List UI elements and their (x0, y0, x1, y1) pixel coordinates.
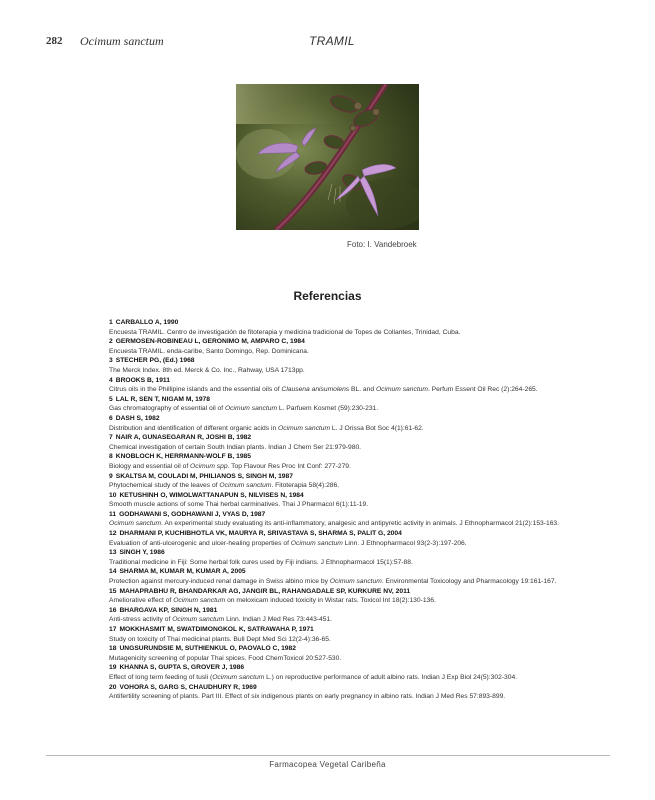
citation-text: Linn. Indian J Med Res 73:443-451. (224, 616, 333, 624)
reference-list (109, 318, 565, 702)
reference-author-text: DASH S, 1982 (115, 414, 160, 422)
reference-item (109, 510, 565, 529)
reference-author-text: GODHAWANI S, GODHAWANI J, VYAS D, 1987 (119, 510, 266, 518)
citation-text: Mutagenicity screening of popular Thai spices. Food ChemToxicol 20:527-530. (109, 654, 342, 662)
citation-text: Traditional medicine in Fiji: Some herbal folk cures used by Fiji indians. J Ethnopharmacol 15(1):57-88. (109, 558, 413, 566)
photo-caption: Foto: I. Vandebroek (347, 240, 417, 249)
reference-authors (109, 318, 565, 328)
reference-number: 7 (109, 434, 113, 442)
reference-number: 4 (109, 376, 113, 384)
reference-authors (109, 548, 565, 558)
species-name: Ocimum sanctum (173, 597, 226, 605)
citation-text: Encuesta TRAMIL. enda-caribe, Santo Domingo, Rep. Dominicana. (109, 347, 309, 355)
reference-authors (109, 414, 565, 424)
reference-authors (109, 452, 565, 462)
citation-text: Linn. J Ethnopharmacol 93(2-3):197-206. (342, 539, 467, 547)
plant-photo (236, 84, 419, 230)
reference-citation (109, 577, 565, 587)
reference-authors (109, 663, 565, 673)
reference-author-text: SHARMA M, KUMAR M, KUMAR A, 2005 (119, 568, 246, 576)
reference-citation (109, 692, 565, 702)
reference-item (109, 625, 565, 644)
reference-author-text: SKALTSA M, COULADI M, PHILIANOS S, SINGH M, 1987 (115, 472, 293, 480)
reference-number: 6 (109, 414, 113, 422)
reference-citation (109, 443, 565, 453)
species-name: Ocimum sanctum (219, 482, 272, 490)
reference-citation (109, 500, 565, 510)
reference-citation (109, 404, 565, 414)
citation-text: Top Flavour Res Proc Int Conf: 277-279. (229, 462, 351, 470)
citation-text: . Fitoterapia 58(4):286. (271, 482, 340, 490)
species-name: Ocimum sanctum (290, 539, 343, 547)
reference-author-text: KHANNA S, GUPTA S, GROVER J, 1986 (119, 664, 245, 672)
reference-number: 11 (109, 510, 117, 518)
reference-authors (109, 606, 565, 616)
citation-text: . An experimental study evaluating its anti-inflammatory, analgesic and antipyretic activity in animals. J Ethnopharmacol 21(2):153-163. (161, 520, 560, 528)
citation-text: Encuesta TRAMIL. Centro de investigación de fitoterapia y medicina tradicional de Topes de Collantes, Trinidad, Cuba. (109, 328, 461, 336)
reference-item (109, 548, 565, 567)
reference-number: 3 (109, 357, 113, 365)
reference-citation (109, 539, 565, 549)
citation-text: Biology and essential oil of (109, 462, 191, 470)
citation-text: Anti-stress activity of (109, 616, 173, 624)
reference-author-text: NAIR A, GUNASEGARAN R, JOSHI B, 1982 (115, 434, 252, 442)
citation-text: . Perfum Essent Oil Rec (2):264-265. (427, 386, 538, 394)
species-name: Ocimum sanctum (329, 578, 382, 586)
reference-number: 9 (109, 472, 113, 480)
running-header-brand: TRAMIL (309, 34, 355, 48)
reference-citation (109, 328, 565, 338)
citation-text: . Environmental Toxicology and Pharmacology 19:161-167. (381, 578, 557, 586)
reference-citation (109, 424, 565, 434)
citation-text: L. J Orissa Bot Soc 4(1):61-62. (330, 424, 424, 432)
reference-number: 2 (109, 338, 113, 346)
reference-author-text: GERMOSEN-ROBINEAU L, GERONIMO M, AMPARO C, 1984 (115, 338, 305, 346)
citation-text: L.) on reproductive performance of adult albino rats. Indian J Exp Biol 24(5):302-304. (264, 673, 518, 681)
reference-author-text: MOKKHASMIT M, SWATDIMONGKOL K, SATRAWAHA P, 1971 (119, 626, 314, 633)
reference-item (109, 376, 565, 395)
reference-number: 12 (109, 530, 117, 538)
reference-item (109, 356, 565, 375)
reference-authors (109, 529, 565, 539)
citation-text: Smooth muscle actions of some Thai herbal carminatives. Thai J Pharmacol 6(1):11-19. (109, 501, 369, 509)
reference-item (109, 414, 565, 433)
reference-authors (109, 376, 565, 386)
species-name: Clausena anisumolens (281, 386, 350, 394)
species-name: Ocimum sanctum (212, 673, 265, 681)
citation-text: on meloxicam induced toxicity in Wistar rats. Toxicol Int 18(2):130-136. (225, 597, 436, 605)
reference-number: 14 (109, 568, 117, 576)
reference-item (109, 567, 565, 586)
reference-citation (109, 635, 565, 645)
reference-author-text: STECHER PG, (Ed.) 1968 (115, 357, 195, 365)
reference-author-text: VOHORA S, GARG S, CHAUDHURY R, 1969 (119, 683, 257, 691)
reference-citation (109, 462, 565, 472)
page-number: 282 (46, 35, 63, 47)
reference-number: 1 (109, 319, 113, 326)
reference-citation (109, 519, 565, 529)
reference-number: 20 (109, 683, 117, 691)
citation-text: Distribution and identification of different organic acids in (109, 424, 279, 432)
reference-number: 13 (109, 549, 117, 557)
reference-item (109, 433, 565, 452)
reference-item (109, 452, 565, 471)
citation-text: BL. and (349, 386, 376, 394)
reference-number: 18 (109, 645, 117, 653)
reference-author-text: DHARMANI P, KUCHIBHOTLA VK, MAURYA R, SRIVASTAVA S, SHARMA S, PALIT G, 2004 (119, 530, 402, 538)
footer-divider (46, 755, 610, 756)
citation-text: Antifertility screening of plants. Part III. Effect of six indigenous plants on early pregnancy in albino rats. Indian J Med Res 57:893-899. (109, 693, 506, 701)
species-name: Ocimum sanctum (375, 386, 428, 394)
species-name: Ocimum sanctum (224, 405, 278, 413)
reference-item (109, 683, 565, 702)
citation-text: The Merck Index. 8th ed. Merck & Co. Inc., Rahway, USA 1713pp. (109, 366, 305, 374)
reference-authors (109, 472, 565, 482)
reference-citation (109, 366, 565, 376)
reference-citation (109, 673, 565, 683)
reference-citation (109, 385, 565, 395)
reference-authors (109, 587, 565, 597)
reference-item (109, 491, 565, 510)
reference-author-text: CARBALLO A, 1990 (115, 319, 179, 326)
reference-number: 15 (109, 587, 117, 595)
reference-citation (109, 481, 565, 491)
reference-item (109, 663, 565, 682)
reference-number: 19 (109, 664, 117, 672)
reference-author-text: BHARGAVA KP, SINGH N, 1981 (119, 606, 218, 614)
citation-text: Evaluation of anti-ulcerogenic and ulcer-healing properties of (109, 539, 291, 547)
citation-text: L. Parfuem Kosmet (59):230-231. (277, 405, 379, 413)
reference-authors (109, 625, 565, 635)
reference-author-text: MAHAPRABHU R, BHANDARKAR AG, JANGIR BL, RAHANGADALE SP, KURKURE NV, 2011 (119, 587, 411, 595)
reference-author-text: KNOBLOCH K, HERRMANN-WOLF B, 1985 (115, 453, 251, 461)
reference-author-text: SINGH Y, 1986 (119, 549, 165, 557)
reference-item (109, 472, 565, 491)
reference-author-text: LAL R, SEN T, NIGAM M, 1978 (115, 395, 210, 403)
citation-text: Effect of long term feeding of tusli ( (109, 673, 213, 681)
citation-text: Chemical investigation of certain South Indian plants. Indian J Chem Ser 21:979-980. (109, 443, 362, 451)
reference-citation (109, 615, 565, 625)
reference-citation (109, 558, 565, 568)
reference-item (109, 644, 565, 663)
reference-item (109, 529, 565, 548)
reference-number: 5 (109, 395, 113, 403)
reference-item (109, 587, 565, 606)
reference-number: 16 (109, 606, 117, 614)
citation-text: Citrus oils in the Phillipine islands and the essential oils of (109, 386, 282, 394)
species-name: Ocimum spp. (190, 462, 230, 470)
reference-author-text: BROOKS B, 1911 (115, 376, 170, 384)
reference-authors (109, 433, 565, 443)
citation-text: Protection against mercury-induced renal damage in Swiss albino mice by (109, 578, 330, 586)
reference-item (109, 395, 565, 414)
section-title: Referencias (293, 289, 362, 303)
reference-citation (109, 596, 565, 606)
reference-authors (109, 644, 565, 654)
species-name: Ocimum sanctum (172, 616, 225, 624)
reference-citation (109, 347, 565, 357)
reference-authors (109, 395, 565, 405)
reference-authors (109, 337, 565, 347)
reference-number: 17 (109, 626, 117, 633)
reference-authors (109, 510, 565, 520)
citation-text: Study on toxicity of Thai medicinal plants. Bull Dept Med Sci 12(2-4):36-65. (109, 635, 331, 643)
reference-item (109, 337, 565, 356)
citation-text: Phytochemical study of the leaves of (109, 482, 220, 490)
reference-item (109, 606, 565, 625)
reference-author-text: KETUSHINH O, WIMOLWATTANAPUN S, NILVISES N, 1984 (119, 491, 304, 499)
citation-text: Ameliorative effect of (109, 597, 174, 605)
running-header-species: Ocimum sanctum (80, 34, 164, 48)
reference-citation (109, 654, 565, 664)
reference-authors (109, 683, 565, 693)
reference-authors (109, 491, 565, 501)
species-name: Ocimum sanctum (109, 520, 162, 528)
reference-item (109, 318, 565, 337)
reference-authors (109, 356, 565, 366)
footer-text: Farmacopea Vegetal Caribeña (269, 760, 386, 769)
citation-text: Gas chromatography of essential oil of (109, 405, 225, 413)
reference-author-text: UNGSURUNDSIE M, SUTHIENKUL O, PAOVALO C, 1982 (119, 645, 296, 653)
species-name: Ocimum sanctum (278, 424, 331, 432)
reference-authors (109, 567, 565, 577)
reference-number: 10 (109, 491, 117, 499)
reference-number: 8 (109, 453, 113, 461)
